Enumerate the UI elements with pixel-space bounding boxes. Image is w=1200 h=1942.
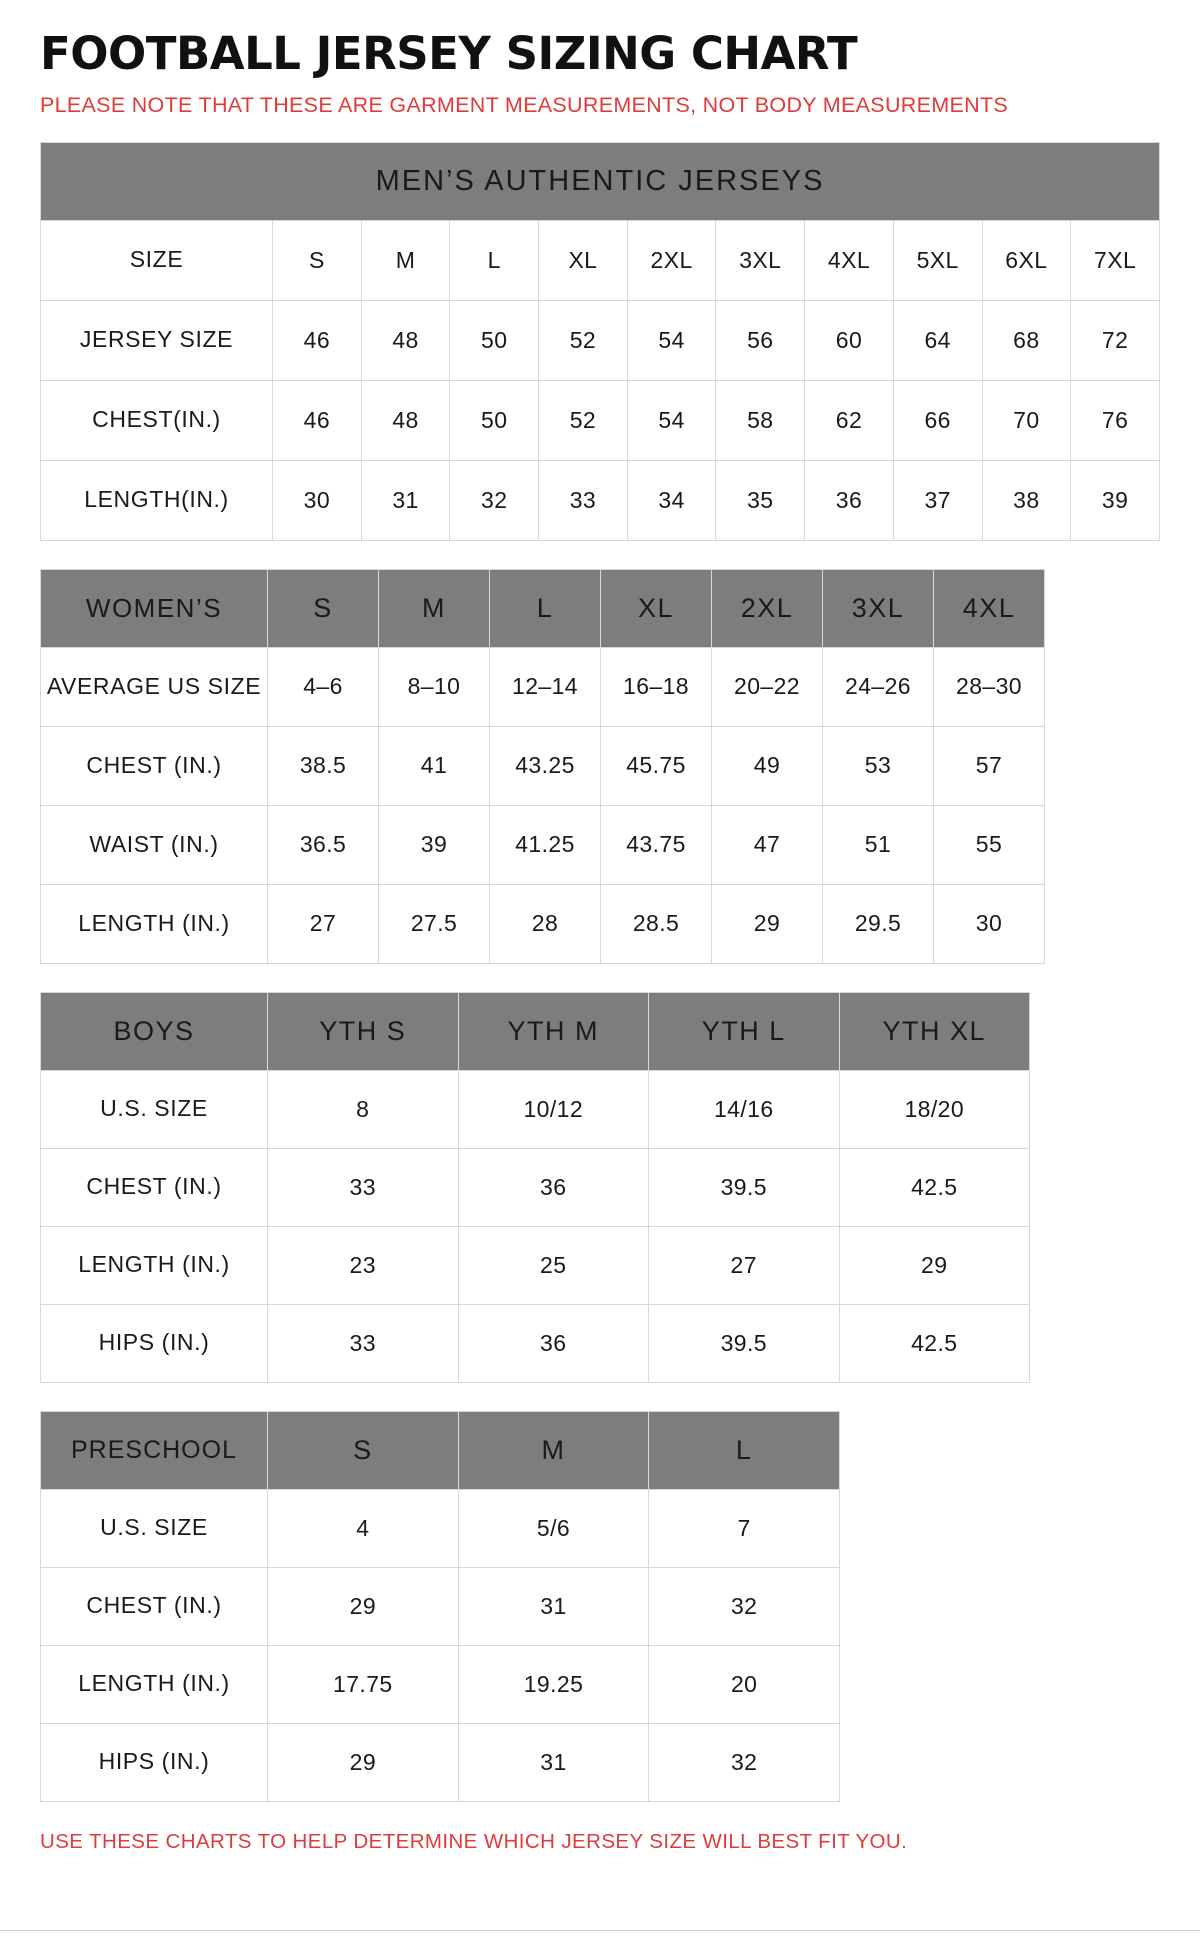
value-cell: 31 [361, 460, 450, 540]
value-cell: 32 [649, 1567, 840, 1645]
value-cell: 30 [273, 460, 362, 540]
size-header: YTH S [268, 992, 459, 1070]
value-cell: 24–26 [823, 647, 934, 726]
value-cell: 29.5 [823, 884, 934, 963]
value-cell: 60 [805, 300, 894, 380]
value-cell: 30 [934, 884, 1045, 963]
size-cell: S [273, 220, 362, 300]
value-cell: 50 [450, 380, 539, 460]
value-cell: 50 [450, 300, 539, 380]
mens-sizing-table [40, 142, 1160, 541]
table-row [41, 805, 1045, 884]
value-cell: 48 [361, 300, 450, 380]
row-label: WAIST (IN.) [41, 805, 268, 884]
table-row [41, 460, 1160, 540]
table-row [41, 300, 1160, 380]
value-cell: 58 [716, 380, 805, 460]
value-cell: 37 [893, 460, 982, 540]
value-cell: 28.5 [601, 884, 712, 963]
boys-header-row [41, 992, 1030, 1070]
value-cell: 41 [379, 726, 490, 805]
row-label: CHEST (IN.) [41, 726, 268, 805]
value-cell: 32 [649, 1723, 840, 1801]
value-cell: 7 [649, 1489, 840, 1567]
row-label: U.S. SIZE [41, 1070, 268, 1148]
value-cell: 5/6 [458, 1489, 649, 1567]
value-cell: 76 [1071, 380, 1160, 460]
value-cell: 19.25 [458, 1645, 649, 1723]
value-cell: 31 [458, 1567, 649, 1645]
value-cell: 39 [1071, 460, 1160, 540]
value-cell: 64 [893, 300, 982, 380]
value-cell: 43.25 [490, 726, 601, 805]
boys-sizing-table [40, 992, 1030, 1383]
row-label: U.S. SIZE [41, 1489, 268, 1567]
value-cell: 17.75 [268, 1645, 459, 1723]
preschool-header-row [41, 1411, 840, 1489]
value-cell: 68 [982, 300, 1071, 380]
row-label: LENGTH (IN.) [41, 1645, 268, 1723]
value-cell: 57 [934, 726, 1045, 805]
value-cell: 62 [805, 380, 894, 460]
value-cell: 56 [716, 300, 805, 380]
value-cell: 28–30 [934, 647, 1045, 726]
size-header: YTH XL [839, 992, 1030, 1070]
size-header: YTH M [458, 992, 649, 1070]
table-row [41, 647, 1045, 726]
value-cell: 48 [361, 380, 450, 460]
size-header: YTH L [649, 992, 840, 1070]
size-header: L [490, 569, 601, 647]
table-row [41, 884, 1045, 963]
size-cell: 2XL [627, 220, 716, 300]
value-cell: 27 [649, 1226, 840, 1304]
row-label: SIZE [41, 220, 273, 300]
size-header: 3XL [823, 569, 934, 647]
row-label: LENGTH(IN.) [41, 460, 273, 540]
size-cell: 7XL [1071, 220, 1160, 300]
size-header: M [379, 569, 490, 647]
size-cell: 3XL [716, 220, 805, 300]
value-cell: 31 [458, 1723, 649, 1801]
value-cell: 46 [273, 380, 362, 460]
preschool-sizing-table [40, 1411, 840, 1802]
value-cell: 4–6 [268, 647, 379, 726]
value-cell: 70 [982, 380, 1071, 460]
value-cell: 72 [1071, 300, 1160, 380]
value-cell: 10/12 [458, 1070, 649, 1148]
size-header: 2XL [712, 569, 823, 647]
value-cell: 49 [712, 726, 823, 805]
value-cell: 33 [268, 1148, 459, 1226]
value-cell: 25 [458, 1226, 649, 1304]
value-cell: 20 [649, 1645, 840, 1723]
value-cell: 16–18 [601, 647, 712, 726]
table-row [41, 726, 1045, 805]
value-cell: 33 [539, 460, 628, 540]
womens-header-label: WOMEN’S [41, 569, 268, 647]
value-cell: 4 [268, 1489, 459, 1567]
value-cell: 27 [268, 884, 379, 963]
row-label: LENGTH (IN.) [41, 884, 268, 963]
value-cell: 38 [982, 460, 1071, 540]
value-cell: 20–22 [712, 647, 823, 726]
table-row [41, 1304, 1030, 1382]
size-header: XL [601, 569, 712, 647]
value-cell: 46 [273, 300, 362, 380]
value-cell: 28 [490, 884, 601, 963]
size-cell: XL [539, 220, 628, 300]
value-cell: 47 [712, 805, 823, 884]
value-cell: 36 [458, 1304, 649, 1382]
value-cell: 39.5 [649, 1148, 840, 1226]
value-cell: 38.5 [268, 726, 379, 805]
table-row [41, 380, 1160, 460]
measurement-disclaimer: PLEASE NOTE THAT THESE ARE GARMENT MEASUREMENTS, NOT BODY MEASUREMENTS [40, 93, 1008, 118]
row-label: HIPS (IN.) [41, 1304, 268, 1382]
page-title: FOOTBALL JERSEY SIZING CHART [40, 27, 858, 80]
table-row [41, 1645, 840, 1723]
value-cell: 29 [712, 884, 823, 963]
value-cell: 29 [268, 1723, 459, 1801]
row-label: JERSEY SIZE [41, 300, 273, 380]
value-cell: 54 [627, 380, 716, 460]
value-cell: 34 [627, 460, 716, 540]
value-cell: 36 [458, 1148, 649, 1226]
value-cell: 27.5 [379, 884, 490, 963]
size-header: S [268, 569, 379, 647]
row-label: AVERAGE US SIZE [41, 647, 268, 726]
value-cell: 23 [268, 1226, 459, 1304]
value-cell: 42.5 [839, 1148, 1030, 1226]
row-label: CHEST(IN.) [41, 380, 273, 460]
value-cell: 52 [539, 300, 628, 380]
value-cell: 12–14 [490, 647, 601, 726]
value-cell: 54 [627, 300, 716, 380]
size-header: 4XL [934, 569, 1045, 647]
value-cell: 39.5 [649, 1304, 840, 1382]
value-cell: 55 [934, 805, 1045, 884]
preschool-header-label: PRESCHOOL [41, 1411, 268, 1489]
row-label: CHEST (IN.) [41, 1148, 268, 1226]
value-cell: 32 [450, 460, 539, 540]
value-cell: 45.75 [601, 726, 712, 805]
size-cell: 4XL [805, 220, 894, 300]
value-cell: 33 [268, 1304, 459, 1382]
value-cell: 29 [839, 1226, 1030, 1304]
table-row [41, 1070, 1030, 1148]
table-row [41, 1567, 840, 1645]
row-label: CHEST (IN.) [41, 1567, 268, 1645]
value-cell: 36.5 [268, 805, 379, 884]
footer-note: USE THESE CHARTS TO HELP DETERMINE WHICH JERSEY SIZE WILL BEST FIT YOU. [40, 1829, 908, 1853]
mens-banner: MEN’S AUTHENTIC JERSEYS [41, 142, 1160, 220]
table-row [41, 1723, 840, 1801]
value-cell: 8 [268, 1070, 459, 1148]
value-cell: 29 [268, 1567, 459, 1645]
value-cell: 53 [823, 726, 934, 805]
table-row [41, 1489, 840, 1567]
row-label: LENGTH (IN.) [41, 1226, 268, 1304]
womens-sizing-table [40, 569, 1045, 964]
womens-header-row [41, 569, 1045, 647]
value-cell: 42.5 [839, 1304, 1030, 1382]
size-cell: 6XL [982, 220, 1071, 300]
size-cell: 5XL [893, 220, 982, 300]
value-cell: 66 [893, 380, 982, 460]
value-cell: 39 [379, 805, 490, 884]
size-header: M [458, 1411, 649, 1489]
value-cell: 41.25 [490, 805, 601, 884]
table-row [41, 1226, 1030, 1304]
boys-header-label: BOYS [41, 992, 268, 1070]
value-cell: 18/20 [839, 1070, 1030, 1148]
table-row [41, 1148, 1030, 1226]
bottom-divider [0, 1930, 1200, 1942]
size-header: L [649, 1411, 840, 1489]
value-cell: 51 [823, 805, 934, 884]
value-cell: 14/16 [649, 1070, 840, 1148]
value-cell: 36 [805, 460, 894, 540]
size-cell: M [361, 220, 450, 300]
size-cell: L [450, 220, 539, 300]
row-label: HIPS (IN.) [41, 1723, 268, 1801]
table-row [41, 220, 1160, 300]
value-cell: 43.75 [601, 805, 712, 884]
value-cell: 52 [539, 380, 628, 460]
mens-banner-row [41, 142, 1160, 220]
value-cell: 8–10 [379, 647, 490, 726]
size-header: S [268, 1411, 459, 1489]
value-cell: 35 [716, 460, 805, 540]
